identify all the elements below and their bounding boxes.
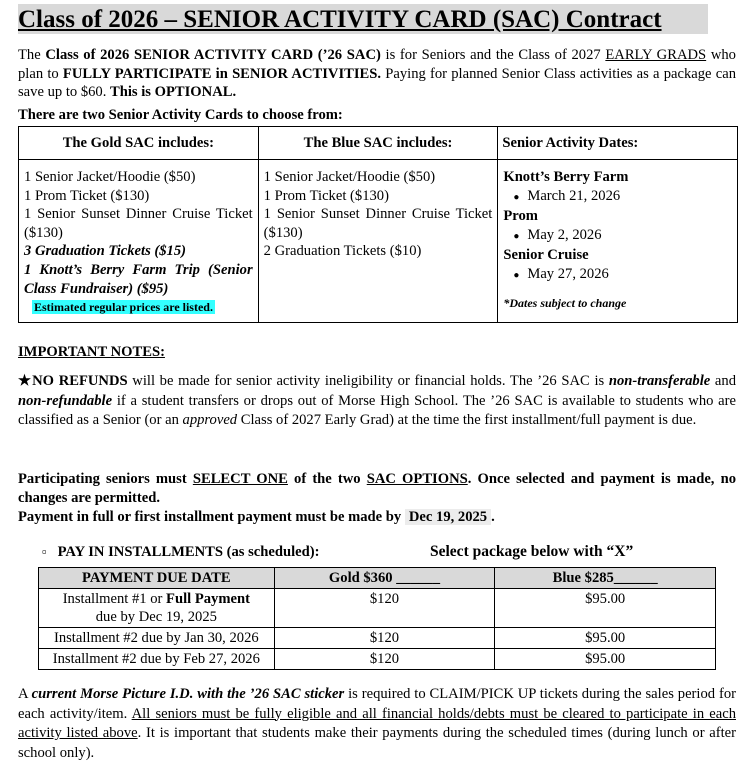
dates-cell [498, 160, 738, 323]
installments-option[interactable] [42, 544, 319, 561]
installment-row [39, 628, 716, 649]
installment-row [39, 649, 716, 670]
installment-header-row [39, 568, 716, 589]
gold-package-header[interactable]: Gold $360 ______ [274, 568, 495, 589]
payment-deadline-line: Payment in full or first installment payment must be made by Dec 19, 2025 . [18, 509, 495, 525]
gold-amount: $120 [274, 589, 495, 628]
checkbox-icon[interactable]: ▫ [42, 544, 47, 559]
gold-sac-header: The Gold SAC includes: [19, 127, 259, 160]
installment-table [38, 567, 716, 670]
installment-row [39, 589, 716, 628]
blue-item: 2 Graduation Tickets ($10) [263, 243, 422, 260]
installments-label: PAY IN INSTALLMENTS (as scheduled): [57, 544, 320, 560]
blue-item: 1 Senior Sunset Dinner Cruise Ticket ($130) [263, 206, 493, 241]
event-date: ● May 27, 2026 [503, 265, 732, 286]
due-date-header: PAYMENT DUE DATE [39, 568, 275, 589]
installment-label: Installment #2 due by Jan 30, 2026 [39, 628, 275, 649]
blue-item: 1 Prom Ticket ($130) [263, 187, 389, 204]
pickup-paragraph: A current Morse Picture I.D. with the ’26 SAC sticker is required to CLAIM/PICK UP tickets during the sales period for each activity/item. All seniors must be fully eligible and all financial holds/debts must be cleared to participate in each activity listed above. It is important that students make their payments during the scheduled times (during lunch or after school only). [18, 686, 736, 761]
blue-sac-cell [258, 160, 498, 323]
gold-item: 1 Knott’s Berry Farm Trip (Senior Class Fundraiser) ($95) [24, 261, 253, 297]
installment-label: Installment #1 or Full Payment due by Dec 19, 2025 [39, 589, 275, 628]
page-title: Class of 2026 – SENIOR ACTIVITY CARD (SAC) Contract [18, 4, 708, 34]
intro-paragraph: The Class of 2026 SENIOR ACTIVITY CARD (’26 SAC) is for Seniors and the Class of 2027 EARLY GRADS who plan to FULLY PARTICIPATE in SENIOR ACTIVITIES. Paying for planned Senior Class activities as a package can save up to $60. This is OPTIONAL. [18, 47, 736, 101]
blue-sac-header: The Blue SAC includes: [258, 127, 498, 160]
sac-choice-line: There are two Senior Activity Cards to choose from: [18, 107, 343, 123]
event-date: ● March 21, 2026 [503, 187, 732, 208]
event-name: Prom [503, 208, 538, 225]
dates-header: Senior Activity Dates: [498, 127, 738, 160]
blue-amount: $95.00 [495, 628, 716, 649]
installment-label: Installment #2 due by Feb 27, 2026 [39, 649, 275, 670]
dates-note: *Dates subject to change [503, 295, 627, 310]
blue-package-header[interactable]: Blue $285______ [495, 568, 716, 589]
gold-amount: $120 [274, 628, 495, 649]
blue-amount: $95.00 [495, 649, 716, 670]
event-name: Senior Cruise [503, 247, 589, 264]
sac-options-table [18, 126, 738, 323]
gold-item: 1 Senior Sunset Dinner Cruise Ticket ($130) [24, 206, 253, 241]
star-icon: ★ [18, 373, 33, 389]
gold-amount: $120 [274, 649, 495, 670]
price-note-highlight: Estimated regular prices are listed. [34, 300, 213, 315]
event-name: Knott’s Berry Farm [503, 169, 629, 185]
blue-amount: $95.00 [495, 589, 716, 628]
sac-header-row [19, 127, 738, 160]
deadline-date: Dec 19, 2025 [405, 509, 491, 525]
refund-paragraph: ★NO REFUNDS will be made for senior activity ineligibility or financial holds. The ’26 SAC is non-transferable and non-refundable if a student transfers or drops out of Morse High School. The ’26 SAC is available to students who are classified as a Senior (or an approved Class of 2027 Early Grad) at the time the first installment/full payment is due. [18, 373, 736, 429]
gold-item: 1 Senior Jacket/Hoodie ($50) [24, 169, 196, 185]
sac-content-row [19, 160, 738, 323]
gold-item: 1 Prom Ticket ($130) [24, 187, 150, 204]
event-date: ● May 2, 2026 [503, 226, 732, 247]
select-one-paragraph: Participating seniors must SELECT ONE of the two SAC OPTIONS. Once selected and payment is made, no changes are permitted. [18, 471, 736, 506]
important-notes-heading: IMPORTANT NOTES: [18, 344, 165, 360]
gold-item: 3 Graduation Tickets ($15) [24, 243, 187, 260]
select-package-label: Select package below with “X” [430, 543, 634, 560]
blue-item: 1 Senior Jacket/Hoodie ($50) [263, 169, 436, 185]
gold-sac-cell [19, 160, 259, 323]
